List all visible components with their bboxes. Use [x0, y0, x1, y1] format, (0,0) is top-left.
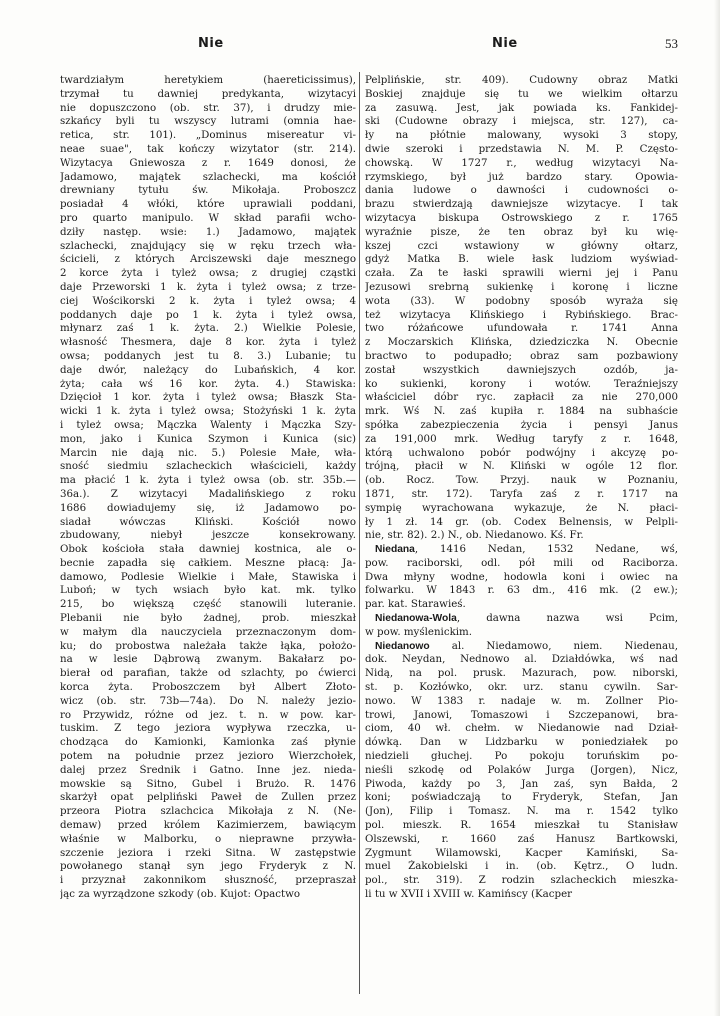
- text-line: zbudowany, niebył jeszcze konsekrowany.: [60, 529, 356, 542]
- text-line: spółka zabezpieczenia życia i pensyi Janus: [365, 418, 678, 431]
- text-line: rzymskiego, był już bardzo stary. Opowia-: [365, 170, 678, 183]
- text-line: muel Żakobielski i in. (ob. Kętrz., O ludn.: [365, 860, 678, 873]
- text-line: (Jon), Filip i Tomasz. N. ma r. 1542 tylko: [365, 805, 678, 818]
- text-line: mrk. Wś N. zaś kupiła r. 1884 na subhaście: [365, 405, 678, 418]
- text-line: gdyż Matka B. wiele łask ludziom wyświad-: [365, 253, 678, 266]
- text-line: dalej przez Średnik i Gatno. Inne jez. nieda-: [60, 763, 356, 776]
- text-line: został wszystkich dawniejszych ozdób, ja-: [365, 363, 678, 376]
- text-line: z Moczarskich Klińska, dziedziczka N. Obecnie: [365, 336, 678, 349]
- text-line: za zasuwą. Jest, jak powiada ks. Fankidej-: [365, 101, 678, 114]
- text-line: demaw) przed królem Kazimierzem, bawiącym: [60, 819, 356, 832]
- text-line: Pelplińskie, str. 409). Cudowny obraz Matki: [365, 74, 678, 86]
- text-line: bierał od parafian, także od szlachty, po ćwierci: [60, 667, 356, 680]
- text-line: sympię wyrachowana wykazuje, że N. płaci-: [365, 501, 678, 514]
- text-line: szczenie jeziora i rzeki Sitna. W zastępstwie: [60, 846, 356, 859]
- text-line: 1871, str. 172). Taryfa zaś z r. 1717 na: [365, 487, 678, 500]
- text-line: Jadamowo, majątek szlachecki, ma kościół: [60, 170, 356, 183]
- text-line: własność Thesmera, daje 8 kor. żyta i tyleż: [60, 336, 356, 349]
- text-line: ciom, 40 wł. chełm. w Niedanowie nad Dział-: [365, 722, 678, 735]
- text-line: twardziałym heretykiem (haereticissimus),: [60, 74, 356, 86]
- text-line: Plebanii nie było żadnej, prob. mieszkał: [60, 612, 356, 625]
- text-line: 215, bo większą część stanowili luteranie.: [60, 598, 356, 611]
- text-line: Zygmunt Wilamowski, Kacper Kamiński, Sa-: [365, 846, 678, 859]
- text-line: skarżył opat pelpliński Paweł de Zullen przez: [60, 791, 356, 804]
- text-line: bractwo to podupadło; obraz sam pozbawiony: [365, 349, 678, 362]
- running-head-right: Nie: [492, 36, 518, 51]
- text-line: powołanego stanął syn jego Fryderyk z N.: [60, 860, 356, 873]
- text-line: Niedanowo al. Niedamowo, niem. Niedenau,: [375, 639, 678, 652]
- running-head-left: Nie: [198, 36, 224, 51]
- text-line: w małym dla nauczyciela przeznaczonym dom-: [60, 625, 356, 638]
- text-line: Dzięcioł 1 kor. żyta i tyleż owsa; Błaszk Sta-: [60, 391, 356, 404]
- text-line: wizytacya biskupa Ostrowskiego z r. 1765: [365, 211, 678, 224]
- text-line: szlachecki, znajdujący się w ręku trzech wła-: [60, 239, 356, 252]
- text-line: chodząca do Kamionki, Kamionka zaś płynie: [60, 736, 356, 749]
- text-line: właściciel dóbr ryc. zapłacił za nie 270,000: [365, 391, 678, 404]
- text-line: chowską. W 1727 r., według wizytacyi Na-: [365, 156, 678, 169]
- text-line: Obok kościoła stała dawniej kostnica, ale o-: [60, 543, 356, 556]
- text-line: czała. Za te łaski sprawili wierni jej i Panu: [365, 267, 678, 280]
- text-line: ko sukienki, korony i wotów. Teraźniejszy: [365, 377, 678, 390]
- text-line: posiadał 4 włóki, które uprawiali poddani,: [60, 198, 356, 211]
- text-line: Wizytacya Gniewosza z r. 1649 donosi, że: [60, 156, 356, 169]
- text-line: dania ludowe o dawności i cudowności o-: [365, 184, 678, 197]
- text-line: mon, jako i Kunica Szymon i Kunica (sic): [60, 432, 356, 445]
- text-line: trowi, Janowi, Tomaszowi i Szczepanowi, bra-: [365, 708, 678, 721]
- text-line: potem na południe przez jezioro Wierzchołek,: [60, 750, 356, 763]
- text-line: nie dopuszczono (ob. str. 37), i drudzy mie-: [60, 101, 356, 114]
- text-line: two różańcowe ufundowała r. 1741 Anna: [365, 322, 678, 335]
- text-line: Niedana, 1416 Nedan, 1532 Nedane, wś,: [375, 543, 678, 556]
- text-line: damowo, Podlesie Wielkie i Małe, Stawiska i: [60, 570, 356, 583]
- text-line: i przyznał zakonnikom słuszność, przepraszał: [60, 874, 356, 887]
- text-line: becnie zapadła się całkiem. Meszne płacą: Ja-: [60, 556, 356, 569]
- text-line: ły na płótnie malowany, wysoki 3 stopy,: [365, 129, 678, 142]
- text-line: owsa; poddanych jest tu 8. 3.) Lubanie; tu: [60, 349, 356, 362]
- page-header: [60, 36, 678, 56]
- text-line: wicki 1 k. żyta i tyleż owsa; Stożyński 1 k. żyta: [60, 405, 356, 418]
- text-line: młynarz zaś 1 k. żyta. 2.) Wielkie Polesie,: [60, 322, 356, 335]
- text-line: Piwoda, każdy po 3, Jan zaś, syn Bałda, 2: [365, 777, 678, 790]
- text-line: 1686 dowiadujemy się, iż Jadamowo po-: [60, 501, 356, 514]
- text-line: daje Przeworski 1 k. żyta i tyleż owsa; z trze-: [60, 280, 356, 293]
- text-line: Nidą, na pol. prusk. Mazurach, pow. niborski,: [365, 667, 678, 680]
- text-line: kszej czci wstawiony w główny ołtarz,: [365, 239, 678, 252]
- entry-headword: Niedanowo: [375, 640, 430, 652]
- text-line: daje dwór, należący do Lubańskich, 4 kor.: [60, 363, 356, 376]
- text-line: tuskim. Z tego jeziora wypływa rzeczka, u-: [60, 722, 356, 735]
- text-line: Niedanowa-Wola, dawna nazwa wsi Pcim,: [375, 612, 678, 625]
- text-line: sność siedmiu szlacheckich właścicieli, każdy: [60, 460, 356, 473]
- text-line: 2 korce żyta i tyleż owsa; z drugiej cząstki: [60, 267, 356, 280]
- text-line: st. p. Kozłówko, okr. urz. stanu cywiln. Sar-: [365, 681, 678, 694]
- text-line: Luboń; w tych wsiach było kat. mk. tylko: [60, 584, 356, 597]
- left-text-column: [60, 74, 356, 902]
- text-line: właśnie w Malborku, o nieprawne przywła-: [60, 832, 356, 845]
- text-line: też wizytacya Klińskiego i Rybińskiego. Brac-: [365, 308, 678, 321]
- text-line: par. kat. Starawieś.: [365, 598, 466, 611]
- text-line: i tyleż owsa; Mączka Walenty i Mączka Szy-: [60, 418, 356, 431]
- text-line: ciej Wościkorski 2 k. żyta i tyleż owsa; 4: [60, 294, 356, 307]
- text-line: ku; do probostwa należała także łąka, położo-: [60, 639, 356, 652]
- text-line: siadał wówczas Kliński. Kościół nowo: [60, 515, 356, 528]
- text-line: folwarku. W 1843 r. 63 dm., 416 mk. (2 ew.);: [365, 584, 678, 597]
- text-line: nie, str. 82). 2.) N., ob. Niedanowo. Kś. Fr.: [365, 529, 584, 542]
- text-line: wyraźnie pisze, że ten obraz był ku wię-: [365, 225, 678, 238]
- scan-edge-shadow: [714, 0, 720, 1016]
- text-line: poddanych daje po 1 k. żyta i tyleż owsa,: [60, 308, 356, 321]
- text-line: pol. mieszk. R. 1654 mieszkał tu Stanisław: [365, 819, 678, 832]
- text-line: Olszewski, r. 1660 zaś Hanusz Bartkowski,: [365, 832, 678, 845]
- text-line: dziły następ. wsie: 1.) Jadamowo, majątek: [60, 225, 356, 238]
- text-line: za 191,000 mrk. Według taryfy z r. 1648,: [365, 432, 678, 445]
- text-line: niedzieli głuchej. Po pokoju toruńskim po-: [365, 750, 678, 763]
- text-line: trzymał tu dawniej predykanta, wizytacyi: [60, 87, 356, 100]
- text-line: pro quarto manipulo. W skład parafii wcho-: [60, 211, 356, 224]
- text-line: wicz (ob. str. 73b—74a). Do N. należy jezio-: [60, 694, 356, 707]
- text-line: pow. raciborski, odl. pół mili od Raciborza.: [365, 556, 678, 569]
- text-line: brazu stwierdzają dawniejsze wizytacye. I tak: [365, 198, 678, 211]
- text-line: na w lesie Dąbrową zwanym. Bakałarz po-: [60, 653, 356, 666]
- text-line: korca żyta. Proboszczem był Albert Złoto-: [60, 681, 356, 694]
- text-line: koni; poświadczają to Fryderyk, Stefan, Jan: [365, 791, 678, 804]
- text-line: Boskiej znajduje się tu we wielkim ołtarzu: [365, 87, 678, 100]
- text-line: nowo. W 1383 r. nadaje w. m. Zollner Pio-: [365, 694, 678, 707]
- text-line: żyta; cała wś 16 kor. żyta. 4.) Stawiska:: [60, 377, 356, 390]
- text-line: (ob. Rocz. Tow. Przyj. nauk w Poznaniu,: [365, 474, 678, 487]
- text-line: drewniany tytułu św. Mikołaja. Proboszcz: [60, 184, 356, 197]
- text-line: nieśli szkodę od Polaków Jurga (Jorgen), Nicz,: [365, 763, 678, 776]
- text-line: Dwa młyny wodne, hodowla koni i owiec na: [365, 570, 678, 583]
- column-divider: [359, 72, 360, 994]
- text-line: Jezusowi srebrną sukienkę i koronę i liczne: [365, 280, 678, 293]
- text-line: 36a.). Z wizytacyi Madalińskiego z roku: [60, 487, 356, 500]
- text-line: ły 1 zł. 14 gr. (ob. Codex Belnensis, w Pelpli-: [365, 515, 678, 528]
- text-line: li tu w XVII i XVIII w. Kamińscy (Kacper: [365, 888, 573, 901]
- text-line: szkańcy byli tu wszyscy lutrami (omnia hae-: [60, 115, 356, 128]
- text-line: dówką. Dan w Lidzbarku w poniedziałek po: [365, 736, 678, 749]
- text-line: ścicieli, z których Arciszewski daje mesznego: [60, 253, 356, 266]
- text-line: dwie szeroki i przedstawia N. M. P. Często-: [365, 142, 678, 155]
- text-line: ski (Cudowne obrazy i miejsca, str. 127), ca-: [365, 115, 678, 128]
- text-line: trójną, płacił w N. Kliński w ogóle 12 flor.: [365, 460, 678, 473]
- page-number: 53: [665, 36, 678, 51]
- text-line: jąc za wyrządzone szkody (ob. Kujot: Opactwo: [60, 888, 301, 901]
- text-line: Marcin nie dają nic. 5.) Polesie Małe, wła-: [60, 446, 356, 459]
- text-line: przeora Piotra szlachcica Mikołaja z N. (Ne-: [60, 805, 356, 818]
- text-line: którą uchwalono pobór podwójny i akcyzę po-: [365, 446, 678, 459]
- text-line: ro Przywidz, różne od jez. t. n. w pow. kar-: [60, 708, 356, 721]
- text-line: wota (33). W podobny sposób wyraża się: [365, 294, 678, 307]
- right-text-column: [365, 74, 678, 902]
- text-line: mowskie są Sitno, Gubel i Brużo. R. 1476: [60, 777, 356, 790]
- text-line: pol., str. 319). Z rodzin szlacheckich mieszka-: [365, 874, 678, 887]
- text-line: dok. Neydan, Nednowo al. Działdówka, wś nad: [365, 653, 678, 666]
- entry-headword: Niedanowa-Wola: [375, 613, 457, 625]
- text-line: w pow. myślenickim.: [365, 625, 473, 638]
- text-line: neae suae", tak kończy wizytator (str. 214).: [60, 142, 356, 155]
- entry-headword: Niedana: [375, 544, 415, 556]
- text-line: retica, str. 101). „Dominus misereatur vi-: [60, 129, 356, 142]
- text-line: ma płacić 1 k. żyta i tyleż owsa (ob. str. 35b.—: [60, 474, 356, 487]
